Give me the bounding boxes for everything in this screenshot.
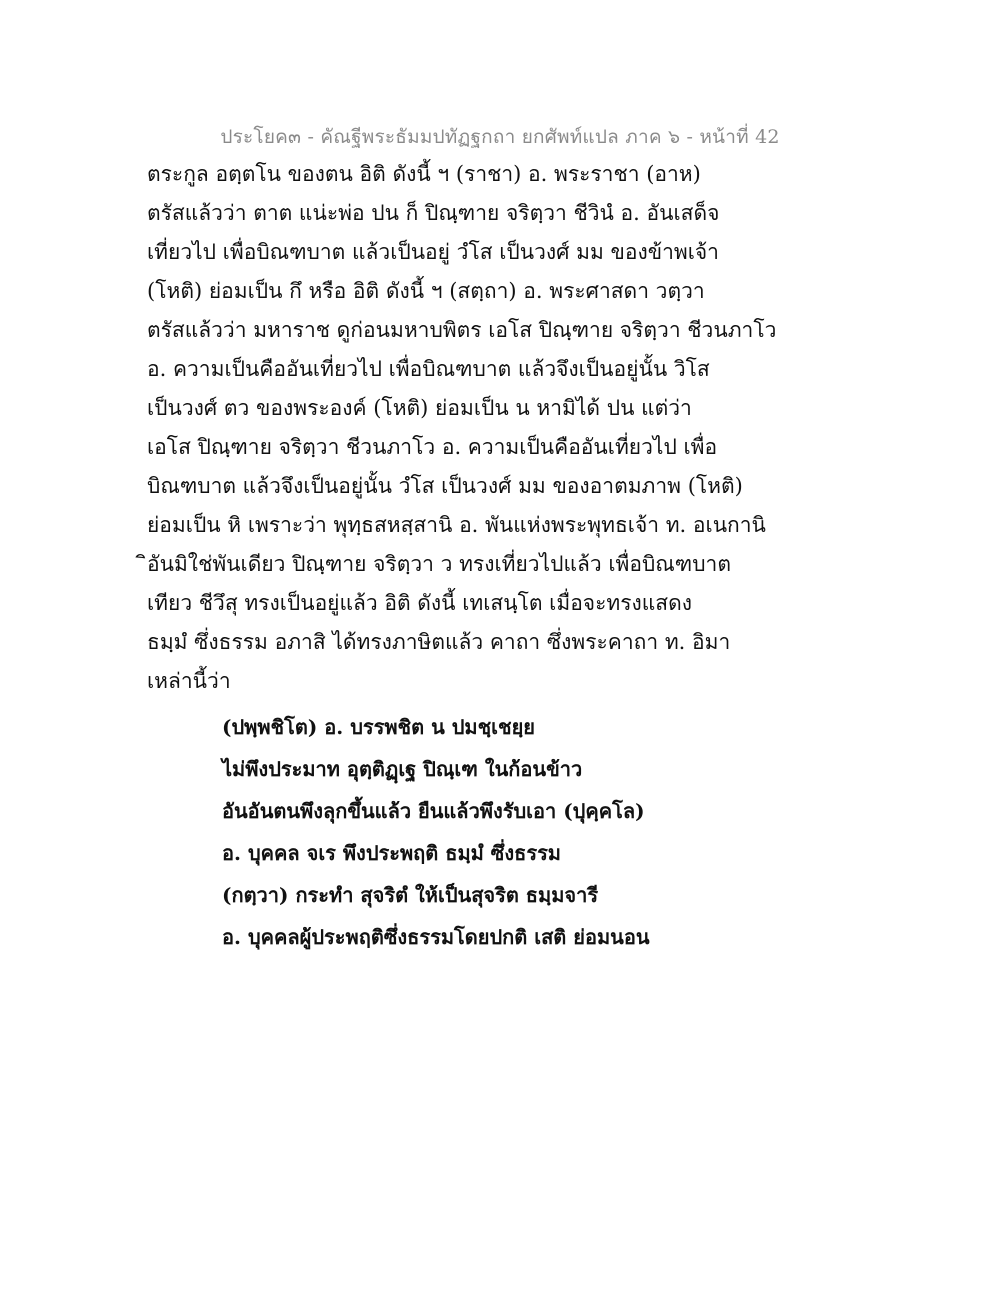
body-line: เที่ยวไป เพื่อบิณฑบาต แล้วเป็นอยู่ วํโส เป็นวงศ์ มม ของข้าพเจ้า [147, 240, 719, 264]
body-line: ตระกูล อตฺตโน ของตน อิติ ดังนี้ ฯ (ราชา) อ. พระราชา (อาห) [147, 162, 701, 186]
verse-line: ไม่พึงประมาท อุตฺติฏฺเฐ ปิณฺเฑ ในก้อนข้าว [222, 757, 583, 781]
body-line: เอโส ปิณฺฑาย จริตฺวา ชีวนภาโว อ. ความเป็นคืออันเที่ยวไป เพื่อ [147, 435, 718, 459]
body-line: เทียว ชีวึสุ ทรงเป็นอยู่แล้ว อิติ ดังนี้ เทเสนฺโต เมื่อจะทรงแสดง [147, 591, 693, 615]
body-line: (โหติ) ย่อมเป็น กึ หรือ อิติ ดังนี้ ฯ (สตฺถา) อ. พระศาสดา วตฺวา [147, 279, 705, 303]
body-line: อ. ความเป็นคืออันเที่ยวไป เพื่อบิณฑบาต แล้วจึงเป็นอยู่นั้น วิโส [147, 357, 710, 381]
verse-line: อันอันตนพึงลุกขึ้นแล้ว ยืนแล้วพึงรับเอา (ปุคฺคโล) [222, 799, 645, 823]
body-line: ิอันมิใช่พันเดียว ปิณฺฑาย จริตฺวา ว ทรงเที่ยวไปแล้ว เพื่อบิณฑบาต [147, 552, 731, 576]
verse-line: อ. บุคคลผู้ประพฤติซึ่งธรรมโดยปกติ เสติ ย่อมนอน [222, 925, 650, 949]
commentary-body [147, 156, 777, 702]
body-line: ย่อมเป็น หิ เพราะว่า พุทฺธสหสฺสานิ อ. พันแห่งพระพุทธเจ้า ท. อเนกานิ [147, 513, 766, 537]
body-line: เหล่านี้ว่า [147, 669, 231, 693]
body-line: บิณฑบาต แล้วจึงเป็นอยู่นั้น วํโส เป็นวงศ์ มม ของอาตมภาพ (โหติ) [147, 474, 743, 498]
running-header: ประโยค๓ - คัณฐีพระธัมมปทัฏฐกถา ยกศัพท์แปล ภาค ๖ - หน้าที่ 42 [220, 126, 780, 148]
verse-line: (ปพฺพชิโต) อ. บรรพชิต น ปมชฺเชยฺย [222, 715, 536, 739]
body-line: ธมฺมํ ซึ่งธรรม อภาสิ ได้ทรงภาษิตแล้ว คาถา ซึ่งพระคาถา ท. อิมา [147, 630, 731, 654]
body-line: เป็นวงศ์ ตว ของพระองค์ (โหติ) ย่อมเป็น น หามิได้ ปน แต่ว่า [147, 396, 692, 420]
verse-line: (กตฺวา) กระทำ สุจริตํ ให้เป็นสุจริต ธมฺมจารี [222, 883, 599, 907]
verse-line: อ. บุคคล จเร พึงประพฤติ ธมฺมํ ซึ่งธรรม [222, 841, 561, 865]
body-line: ตรัสแล้วว่า มหาราช ดูก่อนมหาบพิตร เอโส ปิณฺฑาย จริตฺวา ชีวนภาโว [147, 318, 777, 342]
verse-block [222, 708, 762, 960]
body-line: ตรัสแล้วว่า ตาต แน่ะพ่อ ปน ก็ ปิณฺฑาย จริตฺวา ชีวินํ อ. อันเสด็จ [147, 201, 720, 225]
